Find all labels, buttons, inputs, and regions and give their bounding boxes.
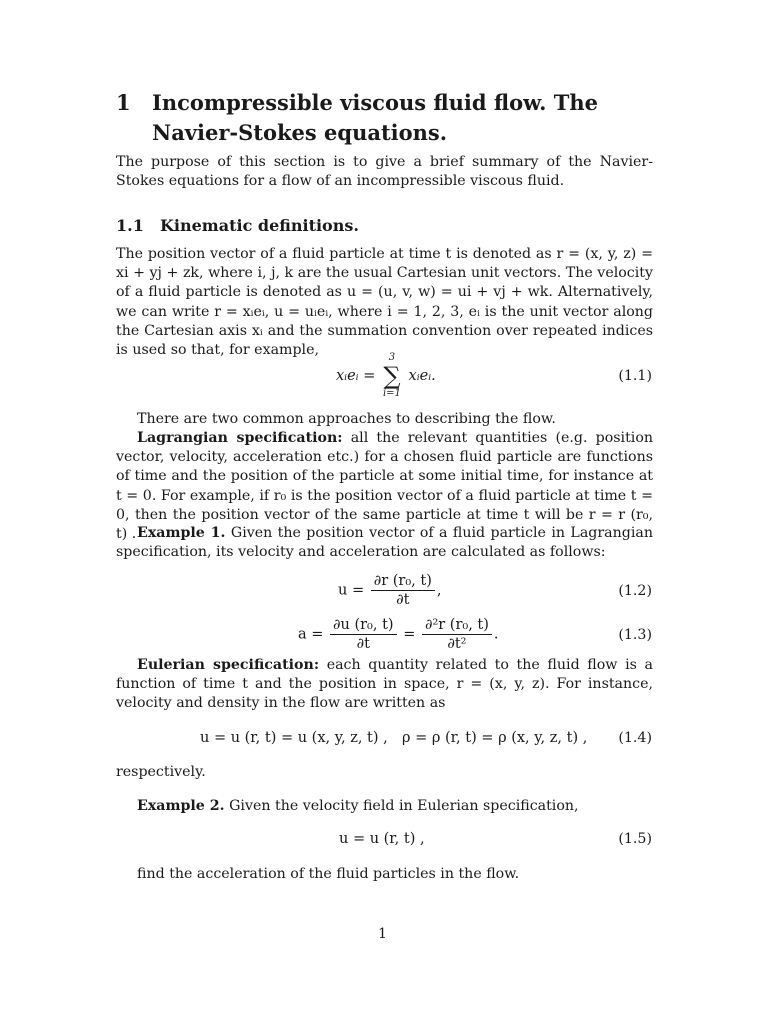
equation-label-1-3: (1.3) — [618, 627, 652, 643]
equation-label-1-2: (1.2) — [618, 583, 652, 599]
approaches-paragraph: There are two common approaches to describing the flow. — [137, 411, 556, 427]
eq1-2-tail: , — [436, 582, 442, 599]
sum-lower-limit: i=1 — [382, 388, 401, 399]
eq1-3-lhs: a = — [298, 626, 324, 643]
summation-symbol: 3 ∑ i=1 — [382, 352, 401, 399]
equation-1-3 — [298, 617, 499, 652]
eq1-2-numerator: ∂r (r₀, t) — [371, 573, 435, 591]
eulerian-term: Eulerian specification: — [137, 657, 320, 673]
equation-label-1-1: (1.1) — [618, 368, 652, 384]
eq1-2-fraction — [371, 573, 435, 608]
intro-paragraph: The purpose of this section is to give a brief summary of the Navier-Stokes equations for a flow of an incompressible viscous fluid. — [116, 154, 653, 190]
eq1-2-denominator: ∂t — [396, 592, 410, 608]
example1-paragraph — [116, 524, 653, 562]
eq1-2-lhs: u = — [338, 582, 365, 599]
equation-1-1 — [336, 352, 436, 400]
equation-1-4-velocity: u = u (r, t) = u (x, y, z, t) , — [200, 730, 388, 746]
lagrangian-term: Lagrangian specification: — [137, 430, 343, 446]
eq1-3-fraction-2 — [422, 617, 492, 652]
final-paragraph: find the acceleration of the fluid particles in the flow. — [137, 866, 520, 882]
equation-1-5: u = u (r, t) , — [339, 831, 425, 847]
equation-1-4-density: ρ = ρ (r, t) = ρ (x, y, z, t) , — [402, 730, 588, 746]
section-title: Incompressible viscous fluid flow. The Navier-Stokes equations. — [152, 90, 598, 145]
example2-paragraph — [116, 797, 653, 816]
eq1-1-rhs: xᵢeᵢ. — [408, 368, 436, 384]
subsection-number: 1.1 — [116, 216, 144, 235]
eulerian-paragraph — [116, 656, 653, 714]
page-number: 1 — [378, 926, 388, 942]
section-number: 1 — [116, 90, 131, 115]
eq1-1-lhs: xᵢeᵢ = — [336, 368, 376, 384]
example1-term: Example 1. — [137, 525, 226, 541]
eq1-3-equals: = — [403, 626, 416, 643]
equation-label-1-4: (1.4) — [618, 730, 652, 746]
sum-upper-limit: 3 — [388, 352, 396, 363]
eq1-3-tail: . — [493, 626, 499, 643]
eq1-3-denominator-1: ∂t — [356, 636, 370, 652]
equation-1-2 — [338, 573, 441, 608]
example2-term: Example 2. — [137, 798, 225, 814]
respectively-text: respectively. — [116, 764, 206, 780]
example1-body: Given the position vector of a fluid particle in Lagrangian specification, its velocity and acceleration are calculated as follows: — [116, 525, 653, 561]
subsection-title: Kinematic definitions. — [160, 216, 359, 235]
eulerian-body: each quantity related to the fluid flow is a function of time t and the position in space, r = (x, y, z). For instance, velocity and density in the flow are written as — [116, 657, 653, 712]
equation-label-1-5: (1.5) — [618, 831, 652, 847]
eq1-3-numerator-2: ∂²r (r₀, t) — [422, 617, 492, 635]
eq1-3-numerator-1: ∂u (r₀, t) — [330, 617, 397, 635]
example2-body: Given the velocity field in Eulerian specification, — [229, 798, 579, 814]
kinematic-paragraph: The position vector of a fluid particle at time t is denoted as r = (x, y, z) = xi + yj + zk, where i, j, k are the usual Cartesian unit vectors. The velocity of a fluid particle is denoted as u = (u, v, w) = ui + vj + wk. Alternatively, we can write r = xᵢeᵢ, u = uᵢeᵢ, where i = 1, 2, 3, eᵢ is the unit vector along the Cartesian axis xᵢ and the summation convention over repeated indices is used so that, for example, — [116, 246, 653, 359]
lagrangian-body: all the relevant quantities (e.g. position vector, velocity, acceleration etc.) for a chosen fluid particle are functions of time and the position of the particle at some initial time, for instance at t = 0. For example, if r₀ is the position vector of a fluid particle at time t = 0, then the position vector of the same particle at time t will be r = r (r₀, t) . — [116, 430, 653, 543]
eq1-3-fraction-1 — [330, 617, 397, 652]
eq1-3-denominator-2: ∂t² — [447, 636, 467, 652]
